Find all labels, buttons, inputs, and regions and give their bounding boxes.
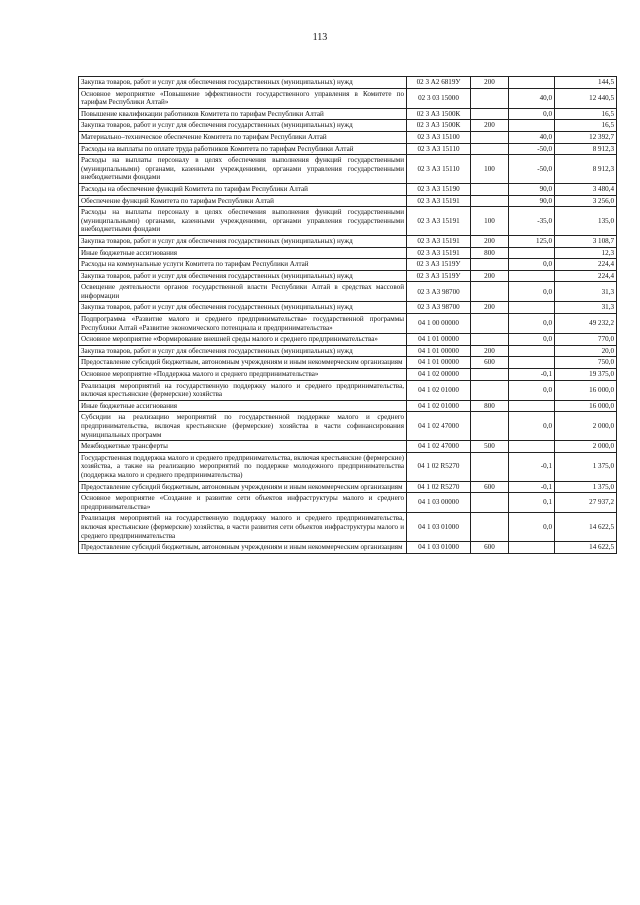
row-code-cell: 02 3 А3 15100: [407, 131, 471, 143]
row-sum-cell: 2 000,0: [555, 412, 617, 441]
row-change-cell: [509, 302, 555, 314]
table-row: [79, 183, 617, 195]
row-change-cell: [509, 77, 555, 89]
row-change-cell: [509, 400, 555, 412]
table-row: [79, 334, 617, 346]
table-row: [79, 400, 617, 412]
table-row: [79, 77, 617, 89]
table-row: [79, 345, 617, 357]
row-expense-type-cell: 600: [471, 357, 509, 369]
row-change-cell: -0,1: [509, 369, 555, 381]
row-code-cell: 04 1 03 01000: [407, 542, 471, 554]
budget-table: [78, 76, 617, 554]
row-expense-type-cell: 100: [471, 155, 509, 184]
row-sum-cell: 31,3: [555, 282, 617, 302]
row-name-cell: Закупка товаров, работ и услуг для обеспечения государственных (муниципальных) нужд: [79, 77, 407, 89]
row-expense-type-cell: 200: [471, 302, 509, 314]
row-change-cell: 90,0: [509, 195, 555, 207]
table-row: [79, 155, 617, 184]
row-sum-cell: 8 912,3: [555, 143, 617, 155]
row-name-cell: Реализация мероприятий на государственную поддержку малого и среднего предпринимательства, включая крестьянские (фермерские) хозяйства: [79, 380, 407, 400]
row-expense-type-cell: 500: [471, 441, 509, 453]
row-expense-type-cell: [471, 513, 509, 542]
row-expense-type-cell: 200: [471, 235, 509, 247]
row-sum-cell: 3 108,7: [555, 235, 617, 247]
row-name-cell: Иные бюджетные ассигнования: [79, 247, 407, 259]
table-row: [79, 314, 617, 334]
table-row: [79, 357, 617, 369]
table-row: [79, 259, 617, 271]
table-row: [79, 369, 617, 381]
row-sum-cell: 3 256,0: [555, 195, 617, 207]
row-sum-cell: 8 912,3: [555, 155, 617, 184]
row-change-cell: 0,0: [509, 259, 555, 271]
row-expense-type-cell: [471, 369, 509, 381]
row-sum-cell: 144,5: [555, 77, 617, 89]
row-code-cell: 04 1 02 47000: [407, 412, 471, 441]
row-expense-type-cell: [471, 334, 509, 346]
row-code-cell: 02 3 А3 1500К: [407, 120, 471, 132]
row-change-cell: 0,0: [509, 380, 555, 400]
row-code-cell: 04 1 02 00000: [407, 369, 471, 381]
row-code-cell: 02 3 А3 98700: [407, 302, 471, 314]
row-change-cell: 0,0: [509, 513, 555, 542]
row-expense-type-cell: [471, 493, 509, 513]
row-code-cell: 04 1 03 00000: [407, 493, 471, 513]
table-row: [79, 412, 617, 441]
table-row: [79, 131, 617, 143]
row-code-cell: 02 3 А3 15191: [407, 247, 471, 259]
row-name-cell: Расходы на коммунальные услуги Комитета по тарифам Республики Алтай: [79, 259, 407, 271]
row-name-cell: Освещение деятельности органов государственной власти Республики Алтай в средствах массовой информации: [79, 282, 407, 302]
table-row: [79, 542, 617, 554]
row-change-cell: 0,0: [509, 314, 555, 334]
table-row: [79, 120, 617, 132]
row-code-cell: 02 3 А3 15110: [407, 143, 471, 155]
row-code-cell: 02 3 А3 15190: [407, 183, 471, 195]
table-row: [79, 513, 617, 542]
row-sum-cell: 20,0: [555, 345, 617, 357]
row-change-cell: 0,0: [509, 412, 555, 441]
row-name-cell: Расходы на выплаты по оплате труда работников Комитета по тарифам Республики Алтай: [79, 143, 407, 155]
row-expense-type-cell: [471, 452, 509, 481]
row-change-cell: [509, 247, 555, 259]
row-change-cell: [509, 542, 555, 554]
table-row: [79, 282, 617, 302]
row-name-cell: Предоставление субсидий бюджетным, автономным учреждениям и иным некоммерческим организациям: [79, 357, 407, 369]
row-expense-type-cell: [471, 314, 509, 334]
table-row: [79, 441, 617, 453]
table-row: [79, 302, 617, 314]
row-expense-type-cell: [471, 143, 509, 155]
row-change-cell: 0,0: [509, 282, 555, 302]
row-expense-type-cell: [471, 195, 509, 207]
row-sum-cell: 16 000,0: [555, 380, 617, 400]
row-change-cell: 125,0: [509, 235, 555, 247]
row-sum-cell: 750,0: [555, 357, 617, 369]
row-name-cell: Предоставление субсидий бюджетным, автономным учреждениям и иным некоммерческим организациям: [79, 481, 407, 493]
row-change-cell: -35,0: [509, 207, 555, 236]
table-row: [79, 143, 617, 155]
row-change-cell: [509, 357, 555, 369]
row-name-cell: Повышение квалификации работников Комитета по тарифам Республики Алтай: [79, 108, 407, 120]
row-name-cell: Закупка товаров, работ и услуг для обеспечения государственных (муниципальных) нужд: [79, 345, 407, 357]
row-change-cell: 40,0: [509, 88, 555, 108]
row-sum-cell: 49 232,2: [555, 314, 617, 334]
row-sum-cell: 12,3: [555, 247, 617, 259]
row-expense-type-cell: [471, 259, 509, 271]
row-code-cell: 02 3 А3 1519У: [407, 270, 471, 282]
table-row: [79, 88, 617, 108]
table-row: [79, 195, 617, 207]
row-sum-cell: 16 000,0: [555, 400, 617, 412]
row-name-cell: Предоставление субсидий бюджетным, автономным учреждениям и иным некоммерческим организациям: [79, 542, 407, 554]
row-code-cell: 02 3 А3 15191: [407, 235, 471, 247]
row-sum-cell: 1 375,0: [555, 481, 617, 493]
row-expense-type-cell: [471, 131, 509, 143]
budget-table-body: [79, 77, 617, 554]
row-change-cell: [509, 120, 555, 132]
row-name-cell: Закупка товаров, работ и услуг для обеспечения государственных (муниципальных) нужд: [79, 235, 407, 247]
row-name-cell: Иные бюджетные ассигнования: [79, 400, 407, 412]
row-code-cell: 02 3 А3 15191: [407, 207, 471, 236]
row-expense-type-cell: 100: [471, 207, 509, 236]
row-expense-type-cell: [471, 282, 509, 302]
table-row: [79, 108, 617, 120]
row-expense-type-cell: 200: [471, 270, 509, 282]
row-expense-type-cell: [471, 380, 509, 400]
row-code-cell: 04 1 01 00000: [407, 334, 471, 346]
row-code-cell: 04 1 02 01000: [407, 380, 471, 400]
row-sum-cell: 3 480,4: [555, 183, 617, 195]
row-expense-type-cell: 600: [471, 542, 509, 554]
row-expense-type-cell: 800: [471, 400, 509, 412]
row-change-cell: [509, 345, 555, 357]
row-code-cell: 04 1 03 01000: [407, 513, 471, 542]
row-change-cell: 0,1: [509, 493, 555, 513]
row-name-cell: Межбюджетные трансферты: [79, 441, 407, 453]
row-change-cell: -0,1: [509, 452, 555, 481]
row-expense-type-cell: [471, 412, 509, 441]
table-row: [79, 247, 617, 259]
row-expense-type-cell: 200: [471, 120, 509, 132]
row-sum-cell: 12 440,5: [555, 88, 617, 108]
row-change-cell: 0,0: [509, 334, 555, 346]
row-code-cell: 04 1 02 R5270: [407, 452, 471, 481]
row-name-cell: Основное мероприятие «Создание и развитие сети объектов инфраструктуры малого и среднего предпринимательства»: [79, 493, 407, 513]
row-sum-cell: 16,5: [555, 108, 617, 120]
row-change-cell: [509, 441, 555, 453]
row-code-cell: 04 1 01 00000: [407, 357, 471, 369]
row-name-cell: Материально–техническое обеспечение Комитета по тарифам Республики Алтай: [79, 131, 407, 143]
row-code-cell: 04 1 00 00000: [407, 314, 471, 334]
row-change-cell: [509, 270, 555, 282]
row-sum-cell: 224,4: [555, 270, 617, 282]
row-code-cell: 02 3 А3 98700: [407, 282, 471, 302]
row-change-cell: 0,0: [509, 108, 555, 120]
row-name-cell: Основное мероприятие «Поддержка малого и среднего предпринимательства»: [79, 369, 407, 381]
page-number: 113: [312, 32, 328, 43]
row-name-cell: Расходы на выплаты персоналу в целях обеспечения выполнения функций государственными (муниципальными) органами, казенными учреждениями, органами управления государственными внебюджетными фондами: [79, 155, 407, 184]
row-expense-type-cell: [471, 108, 509, 120]
row-sum-cell: 2 000,0: [555, 441, 617, 453]
row-name-cell: Основное мероприятие «Повышение эффективности государственного управления в Комитете по тарифам Республики Алтай»: [79, 88, 407, 108]
row-sum-cell: 16,5: [555, 120, 617, 132]
table-row: [79, 452, 617, 481]
row-name-cell: Расходы на выплаты персоналу в целях обеспечения выполнения функций государственными (муниципальными) органами, казенными учреждениями, органами управления государственными внебюджетными фондами: [79, 207, 407, 236]
row-sum-cell: 14 622,5: [555, 542, 617, 554]
row-expense-type-cell: 200: [471, 345, 509, 357]
row-code-cell: 04 1 02 R5270: [407, 481, 471, 493]
row-change-cell: -50,0: [509, 143, 555, 155]
row-name-cell: Обеспечение функций Комитета по тарифам Республики Алтай: [79, 195, 407, 207]
row-code-cell: 02 3 А3 1519У: [407, 259, 471, 271]
row-expense-type-cell: 800: [471, 247, 509, 259]
row-code-cell: 04 1 01 00000: [407, 345, 471, 357]
row-sum-cell: 14 622,5: [555, 513, 617, 542]
table-row: [79, 481, 617, 493]
row-sum-cell: 770,0: [555, 334, 617, 346]
row-name-cell: Субсидии на реализацию мероприятий по государственной поддержке малого и среднего предпринимательства, включая крестьянские (фермерские) хозяйства в части софинансирования муниципальных программ: [79, 412, 407, 441]
row-code-cell: 02 3 А3 15110: [407, 155, 471, 184]
row-expense-type-cell: [471, 88, 509, 108]
row-code-cell: 04 1 02 47000: [407, 441, 471, 453]
row-code-cell: 02 3 А3 1500К: [407, 108, 471, 120]
row-code-cell: 04 1 02 01000: [407, 400, 471, 412]
table-row: [79, 207, 617, 236]
row-name-cell: Закупка товаров, работ и услуг для обеспечения государственных (муниципальных) нужд: [79, 120, 407, 132]
row-expense-type-cell: [471, 183, 509, 195]
row-change-cell: 90,0: [509, 183, 555, 195]
row-sum-cell: 31,3: [555, 302, 617, 314]
row-code-cell: 02 3 03 15000: [407, 88, 471, 108]
row-name-cell: Основное мероприятие «Формирование внешней среды малого и среднего предпринимательства»: [79, 334, 407, 346]
row-name-cell: Реализация мероприятий на государственную поддержку малого и среднего предпринимательства, включая крестьянские (фермерские) хозяйства, в части развития сети объектов инфраструктуры малого и среднего предпринимательства: [79, 513, 407, 542]
row-change-cell: -0,1: [509, 481, 555, 493]
row-sum-cell: 12 392,7: [555, 131, 617, 143]
row-sum-cell: 224,4: [555, 259, 617, 271]
row-name-cell: Закупка товаров, работ и услуг для обеспечения государственных (муниципальных) нужд: [79, 270, 407, 282]
row-code-cell: 02 3 А3 15191: [407, 195, 471, 207]
row-expense-type-cell: 600: [471, 481, 509, 493]
row-name-cell: Закупка товаров, работ и услуг для обеспечения государственных (муниципальных) нужд: [79, 302, 407, 314]
table-row: [79, 380, 617, 400]
table-row: [79, 235, 617, 247]
row-code-cell: 02 3 А2 6819У: [407, 77, 471, 89]
row-expense-type-cell: 200: [471, 77, 509, 89]
row-sum-cell: 1 375,0: [555, 452, 617, 481]
row-change-cell: 40,0: [509, 131, 555, 143]
row-name-cell: Расходы на обеспечение функций Комитета по тарифам Республики Алтай: [79, 183, 407, 195]
row-sum-cell: 135,0: [555, 207, 617, 236]
row-change-cell: -50,0: [509, 155, 555, 184]
row-sum-cell: 19 375,0: [555, 369, 617, 381]
table-row: [79, 493, 617, 513]
row-name-cell: Подпрограмма «Развитие малого и среднего предпринимательства» государственной программы Республики Алтай «Развитие экономического потенциала и предпринимательства»: [79, 314, 407, 334]
row-sum-cell: 27 937,2: [555, 493, 617, 513]
row-name-cell: Государственная поддержка малого и среднего предпринимательства, включая крестьянские (фермерские) хозяйства, а также на реализацию мероприятий по поддержке молодежного предпринимательства (поддержка малого и среднего предпринимательства): [79, 452, 407, 481]
table-row: [79, 270, 617, 282]
